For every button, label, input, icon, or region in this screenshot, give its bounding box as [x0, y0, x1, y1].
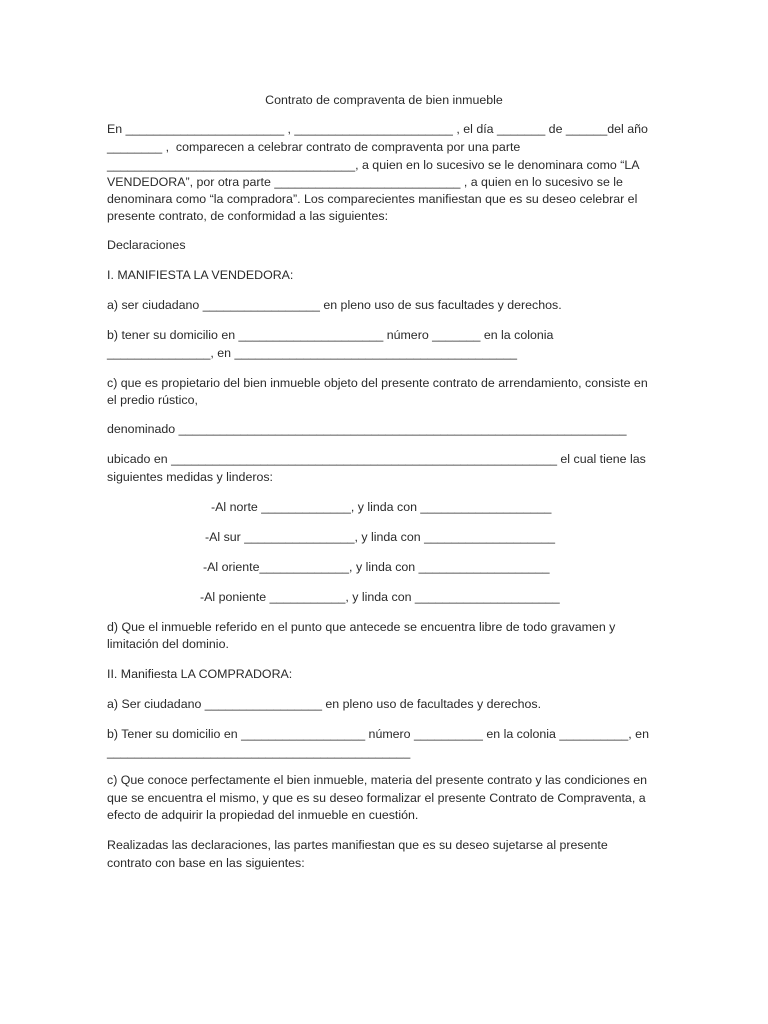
intro-line: En _______________________ , _______________________ , el día _______ de ______del año [107, 122, 648, 136]
lindero-oriente: -Al oriente_____________, y linda con ___________________ [203, 560, 550, 574]
closing-line: contrato con base en las siguientes: [107, 856, 305, 870]
vendedora-item-a: a) ser ciudadano _________________ en pleno uso de sus facultades y derechos. [107, 298, 562, 312]
section-heading-compradora: II. Manifiesta LA COMPRADORA: [107, 667, 293, 681]
compradora-item-b-line: b) Tener su domicilio en __________________ número __________ en la colonia __________, en [107, 727, 649, 741]
intro-line: ________ , comparecen a celebrar contrato de compraventa por una parte [107, 140, 521, 154]
lindero-sur: -Al sur ________________, y linda con ___________________ [205, 530, 555, 544]
intro-line: ____________________________________, a quien en lo sucesivo se le denominara como “LA [107, 158, 640, 172]
lindero-poniente: -Al poniente ___________, y linda con _____________________ [200, 590, 560, 604]
intro-line: VENDEDORA”, por otra parte ___________________________ , a quien en lo sucesivo se le [107, 175, 623, 189]
vendedora-item-b-line: _______________, en _________________________________________ [107, 346, 518, 360]
ubicado-line: ubicado en ________________________________________________________ el cual tiene las [107, 452, 646, 466]
closing-line: Realizadas las declaraciones, las partes manifiestan que es su deseo sujetarse al presente [107, 838, 608, 852]
compradora-item-c-line: c) Que conoce perfectamente el bien inmueble, materia del presente contrato y las condiciones en [107, 773, 647, 787]
vendedora-item-b-line: b) tener su domicilio en _____________________ número _______ en la colonia [107, 328, 554, 342]
ubicado-line: siguientes medidas y linderos: [107, 470, 273, 484]
vendedora-item-d-line: d) Que el inmueble referido en el punto que antecede se encuentra libre de todo gravamen y [107, 620, 616, 634]
compradora-item-c-line: que se encuentra el mismo, y que es su deseo formalizar el presente Contrato de Compraventa, a [107, 791, 646, 805]
page-title: Contrato de compraventa de bien inmueble [265, 93, 503, 107]
lindero-norte: -Al norte _____________, y linda con ___________________ [211, 500, 552, 514]
vendedora-item-d-line: limitación del dominio. [107, 637, 229, 651]
intro-line: denominara como “la compradora”. Los comparecientes manifiestan que es su deseo celebrar el [107, 192, 638, 206]
section-heading-vendedora: I. MANIFIESTA LA VENDEDORA: [107, 268, 294, 282]
section-heading-declaraciones: Declaraciones [107, 238, 186, 252]
intro-line: presente contrato, de conformidad a las siguientes: [107, 209, 389, 223]
denominado-line: denominado _________________________________________________________________ [107, 422, 627, 436]
vendedora-item-c-line: el predio rústico, [107, 393, 198, 407]
compradora-item-a: a) Ser ciudadano _________________ en pleno uso de facultades y derechos. [107, 697, 542, 711]
compradora-item-c-line: efecto de adquirir la propiedad del inmueble en cuestión. [107, 808, 419, 822]
compradora-item-b-line: ____________________________________________ [107, 745, 411, 759]
vendedora-item-c-line: c) que es propietario del bien inmueble objeto del presente contrato de arrendamiento, consiste en [107, 376, 648, 390]
